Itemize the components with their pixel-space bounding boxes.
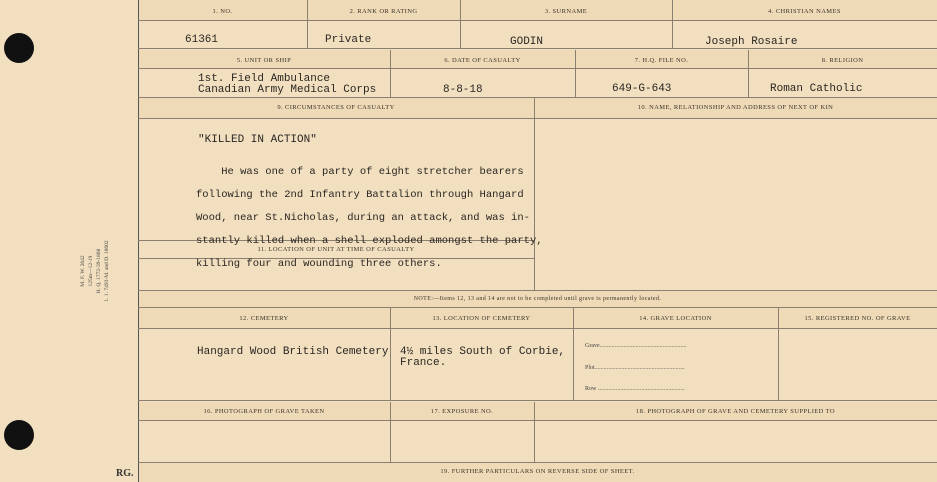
circumstances-heading: "KILLED IN ACTION" (198, 134, 317, 146)
label-location-unit: 11. LOCATION OF UNIT AT TIME OF CASUALTY (257, 246, 415, 253)
label-photo-taken: 16. PHOTOGRAPH OF GRAVE TAKEN (203, 408, 325, 415)
label-rank: 2. RANK OR RATING (349, 8, 418, 15)
unit-line-2: Canadian Army Medical Corps (198, 84, 377, 96)
service-number: 61361 (185, 34, 219, 46)
note: NOTE:—Items 12, 13 and 14 are not to be completed until grave is permanently located. (413, 296, 662, 302)
circumstances-line: stantly killed when a shell exploded amongst the party, (196, 234, 543, 247)
punch-hole (4, 33, 34, 63)
hq-file-number: 649-G-643 (612, 83, 672, 95)
label-next-of-kin: 10. NAME, RELATIONSHIP AND ADDRESS OF NEXT OF KIN (637, 104, 834, 111)
label-date: 6. DATE OF CASUALTY (444, 57, 521, 64)
label-surname: 3. SURNAME (544, 8, 588, 15)
side-print-line: 125m—12-19 (88, 255, 94, 287)
label-grave-location: 14. GRAVE LOCATION (639, 315, 712, 322)
label-row: Row (585, 386, 597, 392)
label-exposure: 17. EXPOSURE NO. (430, 408, 494, 415)
punch-hole (4, 420, 34, 450)
label-unit: 5. UNIT OR SHIP (236, 57, 292, 64)
cemetery-location-line-2: France. (400, 357, 447, 369)
label-photo-supplied: 18. PHOTOGRAPH OF GRAVE AND CEMETERY SUPPLIED TO (635, 408, 836, 415)
label-cemetery: 12. CEMETERY (239, 315, 289, 322)
label-plot: Plot (585, 365, 595, 371)
label-no: 1. NO. (212, 8, 233, 15)
label-hq-file: 7. H.Q. FILE NO. (634, 57, 689, 64)
corner-mark: RG. (116, 468, 134, 479)
religion: Roman Catholic (770, 83, 863, 95)
label-registered-no: 15. REGISTERED NO. OF GRAVE (804, 315, 911, 322)
label-grave: Grave (585, 343, 600, 349)
circumstances-line: killing four and wounding three others. (196, 257, 442, 270)
cemetery-location-line-1: 4½ miles South of Corbie, (400, 346, 566, 358)
circumstances-line: He was one of a party of eight stretcher bearers (196, 165, 524, 178)
label-further-particulars: 19. FURTHER PARTICULARS ON REVERSE SIDE OF SHEET. (440, 468, 635, 475)
side-print (79, 211, 111, 331)
circumstances-line: following the 2nd Infantry Battalion through Hangard (196, 188, 524, 201)
rank: Private (325, 34, 372, 46)
cemetery-name: Hangard Wood British Cemetery (197, 346, 389, 358)
date-of-casualty: 8-8-18 (443, 84, 483, 96)
side-print-line: H. Q. 1772-39-1868 (96, 248, 102, 294)
label-circumstances: 9. CIRCUMSTANCES OF CASUALTY (277, 104, 395, 111)
christian-names: Joseph Rosaire (705, 36, 798, 48)
side-print-line: M. F. W. 2642 (80, 255, 86, 287)
label-location-cemetery: 13. LOCATION OF CEMETERY (432, 315, 531, 322)
unit-line-1: 1st. Field Ambulance (198, 73, 331, 85)
label-christian-names: 4. CHRISTIAN NAMES (768, 8, 841, 15)
circumstances-line: Wood, near St.Nicholas, during an attack, and was in- (196, 211, 530, 224)
surname: GODIN (510, 36, 544, 48)
side-print-line: 1. 1. 7493-M. and D. 10602 (104, 240, 110, 302)
label-religion: 8. RELIGION (821, 57, 864, 64)
